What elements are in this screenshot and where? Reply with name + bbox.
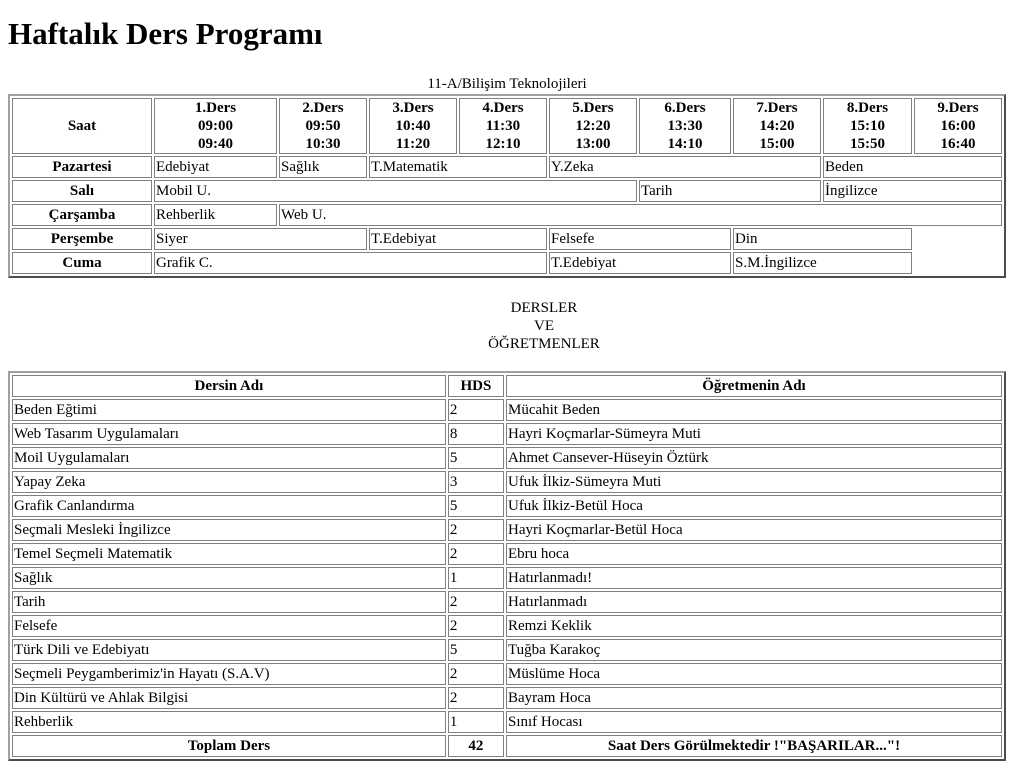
day-name: Çarşamba (12, 204, 152, 226)
day-name: Perşembe (12, 228, 152, 250)
period-header (914, 98, 1002, 154)
period-name: 6.Ders (664, 100, 706, 116)
period-start: 09:00 (198, 118, 233, 134)
lesson-name-cell: Moil Uygulamaları (12, 447, 446, 469)
lesson-hours-cell: 2 (448, 687, 504, 709)
lesson-name-cell: Grafik Canlandırma (12, 495, 446, 517)
header-hours: HDS (448, 375, 504, 397)
teacher-name-cell: Ufuk İlkiz-Sümeyra Muti (506, 471, 1002, 493)
teacher-name-cell: Hayri Koçmarlar-Betül Hoca (506, 519, 1002, 541)
table-row (12, 663, 1002, 685)
lesson-name-cell: Tarih (12, 591, 446, 613)
lesson-hours-cell: 8 (448, 423, 504, 445)
teacher-name-cell: Müslüme Hoca (506, 663, 1002, 685)
period-end: 16:40 (940, 136, 976, 152)
lesson-hours-cell: 1 (448, 711, 504, 733)
section-heading-line: DERSLER (510, 300, 578, 316)
schedule-lesson-cell: Tarih (639, 180, 821, 202)
table-row (12, 519, 1002, 541)
period-start: 10:40 (395, 118, 431, 134)
schedule-lesson-cell: Web U. (279, 204, 1002, 226)
period-end: 13:00 (575, 136, 611, 152)
period-end: 15:00 (759, 136, 795, 152)
table-row (12, 471, 1002, 493)
table-row (12, 447, 1002, 469)
total-note: Saat Ders Görülmektedir !"BAŞARILAR..."! (506, 735, 1002, 757)
period-header (369, 98, 457, 154)
period-name: 1.Ders (194, 100, 237, 116)
period-end: 09:40 (198, 136, 233, 152)
period-header (733, 98, 821, 154)
table-row (12, 495, 1002, 517)
lesson-hours-cell: 2 (448, 543, 504, 565)
section-heading-line: VE (534, 318, 554, 334)
period-name: 7.Ders (756, 100, 798, 116)
total-label: Toplam Ders (12, 735, 446, 757)
schedule-lesson-cell: T.Matematik (369, 156, 547, 178)
lesson-name-cell: Din Kültürü ve Ahlak Bilgisi (12, 687, 446, 709)
period-name: 9.Ders (937, 100, 979, 116)
period-name: 5.Ders (572, 100, 614, 116)
lessons-footer-row (12, 735, 1002, 757)
teacher-name-cell: Tuğba Karakoç (506, 639, 1002, 661)
teacher-name-cell: Ebru hoca (506, 543, 1002, 565)
lessons-header-row (12, 375, 1002, 397)
table-row (12, 567, 1002, 589)
schedule-lesson-cell: Beden (823, 156, 1002, 178)
table-row (12, 615, 1002, 637)
teacher-name-cell: Ahmet Cansever-Hüseyin Öztürk (506, 447, 1002, 469)
period-name: 2.Ders (302, 100, 344, 116)
lesson-hours-cell: 2 (448, 615, 504, 637)
period-header (823, 98, 912, 154)
lesson-hours-cell: 2 (448, 663, 504, 685)
schedule-lesson-cell: Grafik C. (154, 252, 547, 274)
table-row (12, 639, 1002, 661)
lesson-name-cell: Temel Seçmeli Matematik (12, 543, 446, 565)
period-header (549, 98, 637, 154)
schedule-header-row (12, 98, 1002, 154)
lesson-name-cell: Yapay Zeka (12, 471, 446, 493)
teacher-name-cell: Hatırlanmadı (506, 591, 1002, 613)
schedule-lesson-cell: Din (733, 228, 912, 250)
period-end: 15:50 (850, 136, 885, 152)
table-row (12, 591, 1002, 613)
schedule-lesson-cell: Sağlık (279, 156, 367, 178)
period-start: 13:30 (667, 118, 703, 134)
section-heading (8, 299, 1026, 353)
teacher-name-cell: Mücahit Beden (506, 399, 1002, 421)
schedule-day-row (12, 180, 1002, 202)
schedule-lesson-cell: Mobil U. (154, 180, 637, 202)
schedule-lesson-cell: İngilizce (823, 180, 1002, 202)
lesson-hours-cell: 3 (448, 471, 504, 493)
schedule-lesson-cell: Siyer (154, 228, 367, 250)
period-name: 8.Ders (846, 100, 889, 116)
schedule-lesson-cell: Edebiyat (154, 156, 277, 178)
lessons-table (8, 371, 1006, 761)
period-start: 15:10 (850, 118, 885, 134)
schedule-day-row (12, 228, 1002, 250)
lesson-hours-cell: 5 (448, 639, 504, 661)
day-name: Pazartesi (12, 156, 152, 178)
schedule-lesson-cell: Felsefe (549, 228, 731, 250)
schedule-lesson-cell: Rehberlik (154, 204, 277, 226)
table-row (12, 423, 1002, 445)
lesson-hours-cell: 2 (448, 399, 504, 421)
lesson-hours-cell: 5 (448, 495, 504, 517)
schedule-day-row (12, 204, 1002, 226)
teacher-name-cell: Hatırlanmadı! (506, 567, 1002, 589)
period-header (639, 98, 731, 154)
period-header (279, 98, 367, 154)
table-row (12, 543, 1002, 565)
teacher-name-cell: Remzi Keklik (506, 615, 1002, 637)
period-start: 14:20 (759, 118, 795, 134)
lesson-hours-cell: 2 (448, 519, 504, 541)
table-row (12, 711, 1002, 733)
period-start: 16:00 (940, 118, 976, 134)
period-end: 10:30 (305, 136, 341, 152)
schedule-table (8, 94, 1006, 278)
period-end: 14:10 (667, 136, 703, 152)
schedule-lesson-cell: T.Edebiyat (369, 228, 547, 250)
lesson-name-cell: Türk Dili ve Edebiyatı (12, 639, 446, 661)
lesson-name-cell: Felsefe (12, 615, 446, 637)
period-header (459, 98, 547, 154)
period-end: 12:10 (485, 136, 521, 152)
lesson-hours-cell: 1 (448, 567, 504, 589)
period-start: 09:50 (305, 118, 341, 134)
schedule-day-row (12, 252, 1002, 274)
class-caption: 11-A/Bilişim Teknolojileri (427, 76, 587, 92)
lesson-hours-cell: 5 (448, 447, 504, 469)
schedule-corner-header: Saat (12, 98, 152, 154)
page-title: Haftalık Ders Programı (8, 16, 323, 51)
lesson-name-cell: Sağlık (12, 567, 446, 589)
teacher-name-cell: Sınıf Hocası (506, 711, 1002, 733)
header-teacher: Öğretmenin Adı (506, 375, 1002, 397)
table-row (12, 687, 1002, 709)
period-start: 11:30 (485, 118, 521, 134)
period-start: 12:20 (575, 118, 611, 134)
total-hours: 42 (448, 735, 504, 757)
lesson-name-cell: Web Tasarım Uygulamaları (12, 423, 446, 445)
section-heading-line: ÖĞRETMENLER (488, 336, 600, 352)
period-name: 3.Ders (392, 100, 434, 116)
lesson-name-cell: Rehberlik (12, 711, 446, 733)
header-lesson-name: Dersin Adı (12, 375, 446, 397)
teacher-name-cell: Bayram Hoca (506, 687, 1002, 709)
schedule-lesson-cell: T.Edebiyat (549, 252, 731, 274)
lesson-name-cell: Seçmali Mesleki İngilizce (12, 519, 446, 541)
period-name: 4.Ders (482, 100, 524, 116)
table-row (12, 399, 1002, 421)
teacher-name-cell: Hayri Koçmarlar-Sümeyra Muti (506, 423, 1002, 445)
day-name: Cuma (12, 252, 152, 274)
lesson-hours-cell: 2 (448, 591, 504, 613)
schedule-lesson-cell: S.M.İngilizce (733, 252, 912, 274)
period-end: 11:20 (395, 136, 431, 152)
day-name: Salı (12, 180, 152, 202)
period-header (154, 98, 277, 154)
schedule-lesson-cell: Y.Zeka (549, 156, 821, 178)
lesson-name-cell: Beden Eğtimi (12, 399, 446, 421)
lesson-name-cell: Seçmeli Peygamberimiz'in Hayatı (S.A.V) (12, 663, 446, 685)
schedule-day-row (12, 156, 1002, 178)
teacher-name-cell: Ufuk İlkiz-Betül Hoca (506, 495, 1002, 517)
